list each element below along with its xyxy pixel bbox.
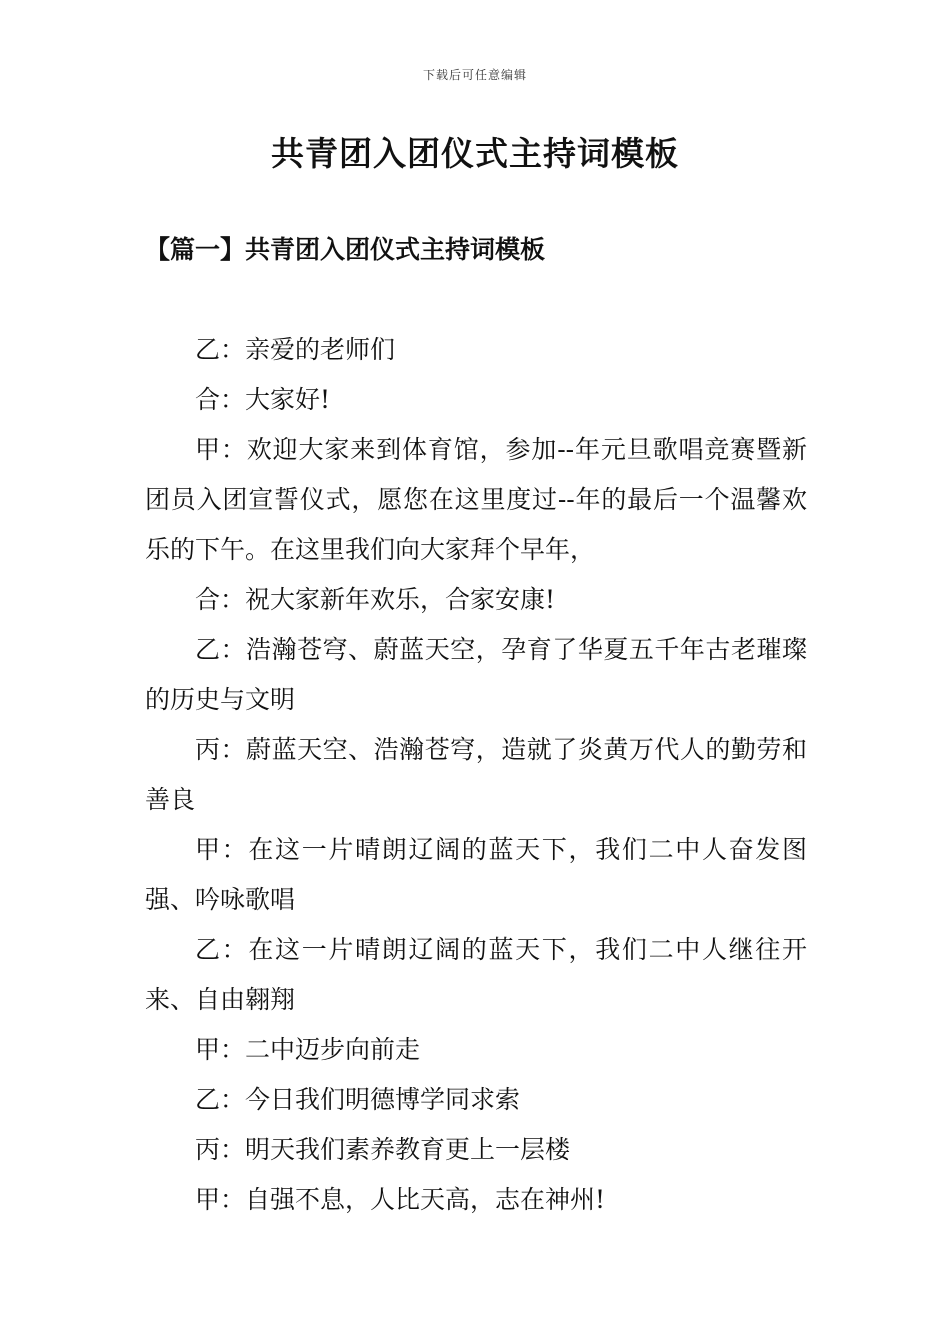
- paragraph: 合：大家好!: [195, 385, 331, 414]
- document-title: 共青团入团仪式主持词模板: [271, 134, 679, 173]
- paragraph: 合：祝大家新年欢乐，合家安康!: [195, 585, 556, 614]
- document-body: [145, 325, 807, 1225]
- paragraph: 丙：明天我们素养教育更上一层楼: [195, 1135, 571, 1164]
- page-header-note: 下载后可任意编辑: [422, 68, 527, 82]
- paragraph: 甲：在这一片晴朗辽阔的蓝天下，我们二中人奋发图强、吟咏歌唱: [145, 835, 807, 914]
- paragraph: 乙：浩瀚苍穹、蔚蓝天空，孕育了华夏五千年古老璀璨的历史与文明: [145, 635, 807, 714]
- paragraph: 乙：亲爱的老师们: [195, 335, 396, 364]
- paragraph: 甲：欢迎大家来到体育馆，参加--年元旦歌唱竞赛暨新团员入团宣誓仪式，愿您在这里度过--年的最后一个温馨欢乐的下午。在这里我们向大家拜个早年，: [145, 435, 807, 564]
- paragraph: 乙：今日我们明德博学同求索: [195, 1085, 521, 1114]
- paragraph: 乙：在这一片晴朗辽阔的蓝天下，我们二中人继往开来、自由翱翔: [145, 935, 807, 1014]
- section-heading: 【篇一】共青团入团仪式主持词模板: [145, 235, 546, 264]
- paragraph: 丙：蔚蓝天空、浩瀚苍穹，造就了炎黄万代人的勤劳和善良: [145, 735, 807, 814]
- paragraph: 甲：自强不息，人比天高，志在神州!: [195, 1185, 606, 1214]
- paragraph: 甲：二中迈步向前走: [195, 1035, 421, 1064]
